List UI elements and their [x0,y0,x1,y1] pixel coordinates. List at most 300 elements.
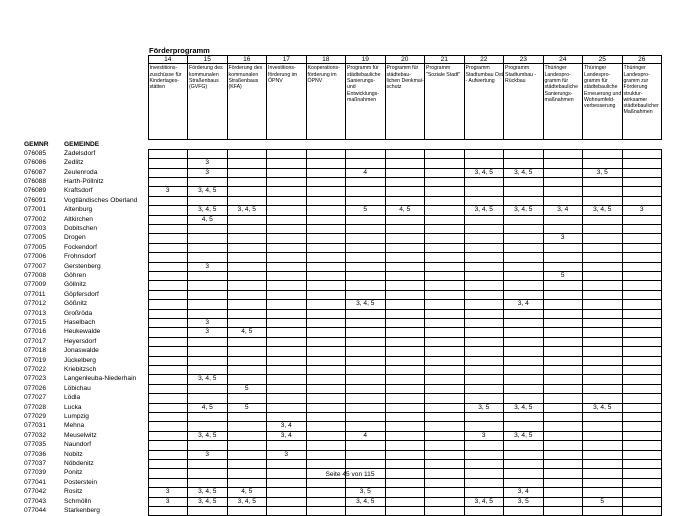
program-value-cell [306,431,346,440]
program-value-cell [227,375,267,384]
program-value-cell [504,215,544,224]
program-value-cell [346,422,386,431]
table-row [24,403,662,412]
header-blank [464,140,504,149]
program-value-cell: 3 [188,328,228,337]
gemnr-header: GEMNR [24,140,49,148]
program-value-cell [188,478,228,487]
gemnr-cell: 077043 [24,497,47,505]
gemnr-cell: 077001 [24,206,47,214]
table-row [24,375,662,384]
program-value-cell [504,394,544,403]
program-value-cell [306,356,346,365]
column-description: Programm für städtebauliche Sanierungs- und Entwicklungs-maßnahmen [346,64,386,140]
program-value-cell [543,478,583,487]
gemnr-cell: 076085 [24,149,47,157]
section-title: Förderprogramm [149,46,210,55]
column-description: Förderung des kommunalen Straßenbaus (GVFG) [188,64,228,140]
gemeinde-cell: Jonaswalde [64,347,99,355]
program-value-cell: 3, 4, 5 [464,168,504,177]
program-value-cell [543,497,583,506]
column-description: Investitions-zuschüsse für Kindertages-stätten [148,64,188,140]
program-value-cell [425,412,465,421]
program-value-cell [425,149,465,158]
table-row [24,271,662,280]
program-value-cell [227,300,267,309]
program-value-cell [148,206,188,215]
gemnr-cell: 077011 [24,290,46,298]
column-number: 14 [148,56,188,64]
program-value-cell [583,177,623,186]
program-value-cell [464,234,504,243]
program-value-cell [543,441,583,450]
table-row [24,187,662,196]
program-value-cell [267,347,307,356]
program-value-cell [425,159,465,168]
program-value-cell [385,328,425,337]
program-value-cell [267,206,307,215]
program-value-cell [148,506,188,515]
program-value-cell [306,412,346,421]
program-value-cell [464,215,504,224]
program-value-cell [385,271,425,280]
program-value-cell [504,506,544,515]
program-value-cell [425,431,465,440]
program-value-cell [267,168,307,177]
program-value-cell [346,328,386,337]
program-value-cell [148,149,188,158]
program-value-cell [188,271,228,280]
program-value-cell [385,253,425,262]
program-value-cell [148,271,188,280]
program-value-cell [227,177,267,186]
table-row [24,243,662,252]
program-value-cell [464,253,504,262]
program-value-cell [583,159,623,168]
program-value-cell [267,271,307,280]
gemnr-cell: 077008 [24,271,47,279]
program-value-cell [385,347,425,356]
program-value-cell [425,234,465,243]
gemnr-cell: 077027 [24,394,47,402]
program-value-cell [464,365,504,374]
program-value-cell [148,365,188,374]
program-value-cell [385,412,425,421]
column-number: 20 [385,56,425,64]
program-value-cell [346,347,386,356]
program-value-cell: 3, 4, 5 [188,206,228,215]
program-value-cell [306,262,346,271]
gemeinde-cell: Mehna [64,422,85,430]
program-value-cell [622,318,662,327]
program-value-cell [425,187,465,196]
program-value-cell [148,243,188,252]
program-value-cell [543,394,583,403]
table-row [24,168,662,177]
program-value-cell [227,365,267,374]
program-value-cell [346,478,386,487]
program-value-cell [464,356,504,365]
program-value-cell [346,149,386,158]
program-value-cell: 3 [464,431,504,440]
header-blank [504,140,544,149]
program-value-cell [385,365,425,374]
program-value-cell [188,196,228,205]
program-value-cell [148,234,188,243]
program-value-cell [543,412,583,421]
program-value-cell [306,375,346,384]
program-value-cell [504,375,544,384]
program-value-cell [306,459,346,468]
program-value-cell [543,300,583,309]
program-value-cell [425,478,465,487]
table-row [24,328,662,337]
program-value-cell: 3, 4, 5 [188,497,228,506]
program-value-cell [306,309,346,318]
program-value-cell [425,347,465,356]
program-value-cell [385,243,425,252]
program-value-cell [583,431,623,440]
program-value-cell [543,187,583,196]
gemeinde-cell: Altkirchen [64,215,93,223]
header-blank [622,140,662,149]
column-number: 24 [543,56,583,64]
program-value-cell [583,215,623,224]
program-value-cell [425,506,465,515]
program-value-cell: 3, 4, 5 [227,206,267,215]
program-value-cell [543,309,583,318]
program-value-cell: 3, 4, 5 [504,431,544,440]
program-value-cell [583,459,623,468]
program-value-cell: 5 [346,206,386,215]
program-value-cell [464,177,504,186]
gemeinde-cell: Posterstein [64,478,97,486]
program-value-cell [425,488,465,497]
program-value-cell: 3, 4, 5 [346,300,386,309]
gemeinde-cell: Frohnsdorf [64,253,96,261]
program-value-cell: 3, 4, 5 [188,187,228,196]
program-value-cell: 3 [267,450,307,459]
program-value-cell [346,365,386,374]
program-value-cell [543,159,583,168]
program-value-cell [385,187,425,196]
program-value-cell [504,243,544,252]
program-value-cell [306,159,346,168]
program-value-cell [227,347,267,356]
program-value-cell [385,478,425,487]
program-value-cell [622,234,662,243]
header-blank [227,140,267,149]
gemnr-cell: 077012 [24,300,47,308]
table-row [24,412,662,421]
program-value-cell [583,328,623,337]
program-value-cell: 3, 4 [543,206,583,215]
gemeinde-cell: Zadelsdorf [64,149,96,157]
program-value-cell [583,300,623,309]
program-value-cell [425,215,465,224]
program-value-cell [464,300,504,309]
program-value-cell [464,159,504,168]
program-value-cell [464,450,504,459]
program-value-cell [306,215,346,224]
program-value-cell [583,318,623,327]
table-row [24,347,662,356]
program-value-cell: 3 [622,206,662,215]
table-row [24,356,662,365]
program-value-cell [504,187,544,196]
program-value-cell [306,394,346,403]
program-value-cell [188,243,228,252]
program-value-cell [583,243,623,252]
table-row [24,215,662,224]
program-value-cell [464,394,504,403]
gemnr-cell: 076088 [24,177,47,185]
program-value-cell [188,441,228,450]
program-value-cell [583,441,623,450]
program-value-cell [148,403,188,412]
program-value-cell: 3, 4, 5 [464,497,504,506]
program-value-cell [622,187,662,196]
gemnr-cell: 077039 [24,469,47,477]
program-value-cell [543,215,583,224]
program-value-cell [583,224,623,233]
program-value-cell [622,506,662,515]
program-value-cell [543,450,583,459]
table-row [24,459,662,468]
page-footer: Seite 45 von 115 [325,471,375,478]
program-value-cell [504,384,544,393]
gemnr-cell: 077032 [24,431,47,439]
gemnr-cell: 077009 [24,281,47,289]
program-value-cell: 3, 4, 5 [464,206,504,215]
column-description: Thüringer Landespro-gramm für städtebauliche Erneuerung und Wohnumfeld-verbesserung [583,64,623,140]
program-value-cell [583,478,623,487]
gemeinde-cell: Ponitz [64,469,83,477]
column-number: 16 [227,56,267,64]
program-value-cell [425,394,465,403]
program-value-cell [385,168,425,177]
program-value-cell [583,309,623,318]
program-value-cell [385,356,425,365]
program-value-cell [267,159,307,168]
program-value-cell: 3 [188,450,228,459]
program-value-cell: 3, 4, 5 [188,488,228,497]
program-value-cell [227,159,267,168]
program-value-cell [425,177,465,186]
program-value-cell [583,196,623,205]
gemeinde-cell: Nöbdenitz [64,459,94,467]
spacer-cell [64,56,148,64]
program-value-cell [385,281,425,290]
program-value-cell [464,318,504,327]
program-value-cell [622,159,662,168]
table-row [24,159,662,168]
program-value-cell [267,243,307,252]
program-value-cell [464,478,504,487]
program-value-cell [622,488,662,497]
program-value-cell [385,177,425,186]
program-value-cell [622,394,662,403]
program-value-cell [622,215,662,224]
gemeinde-cell: Rositz [64,488,83,496]
gemnr-cell: 077005 [24,243,47,251]
program-value-cell [504,412,544,421]
program-value-cell [306,506,346,515]
program-value-cell [385,488,425,497]
program-value-cell [543,328,583,337]
program-value-cell [425,309,465,318]
table-row [24,318,662,327]
program-value-cell [622,337,662,346]
gemeinde-cell: Jückelberg [64,356,96,364]
table-row [24,290,662,299]
program-value-cell [188,253,228,262]
program-value-cell [622,422,662,431]
program-value-cell: 4, 5 [188,403,228,412]
gemeinde-cell: Heukewalde [64,328,101,336]
gemnr-cell: 077031 [24,422,47,430]
program-value-cell [425,253,465,262]
program-value-cell [425,497,465,506]
gemeinde-cell: Schmölln [64,497,92,505]
program-value-cell [267,403,307,412]
program-value-cell [267,234,307,243]
program-value-cell [464,412,504,421]
column-description: Programm Stadtumbau Ost - Aufwertung [464,64,504,140]
column-number: 23 [504,56,544,64]
program-value-cell [583,281,623,290]
gemeinde-cell: Kriebitzsch [64,365,97,373]
program-value-cell [425,375,465,384]
program-value-cell [464,196,504,205]
program-value-cell [346,318,386,327]
column-number: 19 [346,56,386,64]
program-value-cell [385,309,425,318]
program-value-cell [504,328,544,337]
program-value-cell [306,253,346,262]
program-value-cell: 3, 4, 5 [504,168,544,177]
program-value-cell [227,168,267,177]
table-row [24,450,662,459]
program-value-cell [583,488,623,497]
program-value-cell [188,459,228,468]
program-value-cell [622,290,662,299]
program-value-cell: 5 [543,271,583,280]
gemnr-cell: 077028 [24,403,47,411]
program-value-cell [464,281,504,290]
program-value-cell [504,224,544,233]
program-value-cell [504,271,544,280]
program-value-cell [385,300,425,309]
program-value-cell [425,365,465,374]
gemnr-cell: 077002 [24,215,47,223]
program-value-cell [425,224,465,233]
program-value-cell [346,253,386,262]
gemeinde-cell: Naundorf [64,441,92,449]
program-value-cell [267,290,307,299]
program-value-cell [504,159,544,168]
program-value-cell: 3 [148,187,188,196]
program-value-cell [188,149,228,158]
program-value-cell [385,337,425,346]
program-value-cell [346,281,386,290]
program-value-cell [306,300,346,309]
gemnr-cell: 077036 [24,450,47,458]
program-value-cell: 3 [188,318,228,327]
gemeinde-header: GEMEINDE [64,140,100,148]
program-value-cell [148,412,188,421]
program-value-cell [583,290,623,299]
program-value-cell [148,347,188,356]
program-value-cell [267,196,307,205]
gemnr-cell: 077044 [24,506,47,514]
program-value-cell [267,488,307,497]
program-value-cell [622,459,662,468]
program-value-cell [346,384,386,393]
program-value-cell [543,347,583,356]
program-value-cell [267,459,307,468]
gemeinde-cell: Starkenberg [64,506,100,514]
table-row [24,506,662,515]
program-value-cell [543,243,583,252]
program-value-cell [464,506,504,515]
program-value-cell [346,356,386,365]
program-value-cell [622,168,662,177]
gemnr-cell: 076089 [24,187,47,195]
program-value-cell [148,300,188,309]
program-value-cell [504,365,544,374]
program-value-cell [622,403,662,412]
program-value-cell: 3 [148,488,188,497]
program-value-cell [188,281,228,290]
program-value-cell [583,356,623,365]
program-value-cell [148,375,188,384]
program-value-cell [346,412,386,421]
program-value-cell [267,375,307,384]
program-value-cell [425,318,465,327]
gemnr-cell: 077042 [24,488,47,496]
program-value-cell: 3 [188,168,228,177]
program-value-cell: 3, 4, 5 [346,497,386,506]
gemnr-cell: 076087 [24,168,47,176]
program-value-cell [148,328,188,337]
gemnr-cell: 077035 [24,441,47,449]
program-value-cell: 4 [346,431,386,440]
program-value-cell: 3 [188,262,228,271]
program-value-cell [227,450,267,459]
gemeinde-cell: Drogen [64,234,86,242]
table-row [24,206,662,215]
gemeinde-cell: Altenburg [64,206,93,214]
gemnr-cell: 077006 [24,253,47,261]
program-value-cell [188,365,228,374]
program-value-cell [425,300,465,309]
program-value-cell [267,281,307,290]
program-value-cell [346,450,386,459]
program-value-cell [227,318,267,327]
program-value-cell [583,347,623,356]
program-value-cell: 4, 5 [188,215,228,224]
program-value-cell [464,290,504,299]
program-value-cell [148,177,188,186]
program-value-cell [227,149,267,158]
gemnr-cell: 077019 [24,356,47,364]
program-value-cell [583,384,623,393]
gemeinde-cell: Vogtländisches Oberland [64,196,138,204]
program-value-cell [306,149,346,158]
program-value-cell [425,356,465,365]
program-value-cell [346,215,386,224]
